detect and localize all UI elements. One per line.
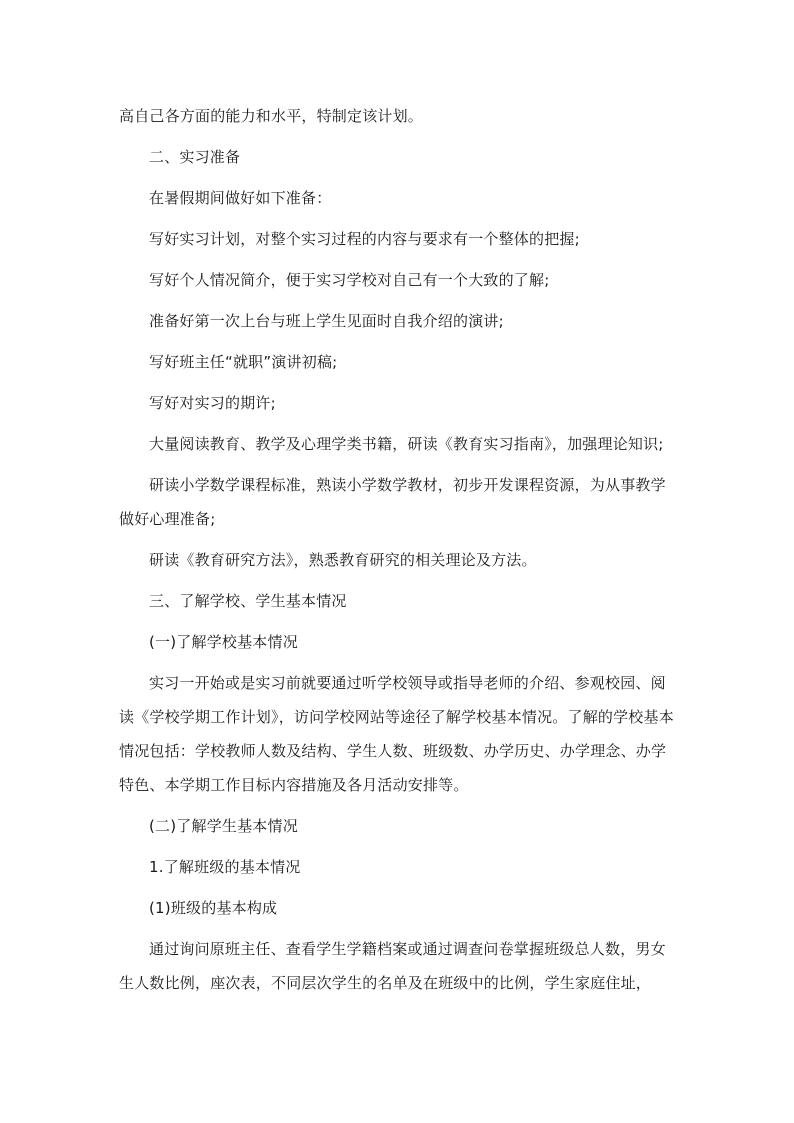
paragraph: 准备好第一次上台与班上学生见面时自我介绍的演讲; bbox=[149, 312, 504, 330]
paragraph: 研读小学数学课程标准，熟读小学数学教材，初步开发课程资源，为从事教学做好心理准备; bbox=[119, 476, 666, 528]
section-heading-school-info: 三、了解学校、学生基本情况 bbox=[149, 592, 347, 610]
item-heading: 1.了解班级的基本情况 bbox=[149, 858, 301, 876]
paragraph: 通过询问原班主任、查看学生学籍档案或通过调查问卷掌握班级总人数，男女生人数比例，座次表，不同层次学生的名单及在班级中的比例，学生家庭住址， bbox=[119, 940, 666, 992]
subsection-heading: (二)了解学生基本情况 bbox=[149, 817, 298, 835]
paragraph: 写好实习计划，对整个实习过程的内容与要求有一个整体的把握; bbox=[149, 230, 580, 248]
paragraph: 研读《教育研究方法》，熟悉教育研究的相关理论及方法。 bbox=[149, 551, 537, 569]
paragraph: 在暑假期间做好如下准备： bbox=[149, 189, 332, 207]
item-heading: (1)班级的基本构成 bbox=[149, 899, 278, 917]
document-body bbox=[119, 96, 679, 1004]
section-heading-preparation: 二、实习准备 bbox=[149, 148, 241, 166]
paragraph: 写好个人情况简介，便于实习学校对自己有一个大致的了解; bbox=[149, 271, 550, 289]
paragraph: 大量阅读教育、教学及心理学类书籍，研读《教育实习指南》，加强理论知识; bbox=[149, 435, 664, 453]
paragraph-continuation: 高自己各方面的能力和水平，特制定该计划。 bbox=[119, 107, 424, 125]
paragraph: 实习一开始或是实习前就要通过听学校领导或指导老师的介绍、参观校园、阅读《学校学期工作计划》，访问学校网站等途径了解学校基本情况。了解的学校基本情况包括：学校教师人数及结构、学生人数、班级数、办学历史、办学理念、办学特色、本学期工作目标内容措施及各月活动安排等。 bbox=[119, 674, 674, 794]
paragraph: 写好班主任“就职”演讲初稿; bbox=[149, 353, 338, 371]
subsection-heading: (一)了解学校基本情况 bbox=[149, 633, 298, 651]
paragraph: 写好对实习的期许; bbox=[149, 394, 276, 412]
